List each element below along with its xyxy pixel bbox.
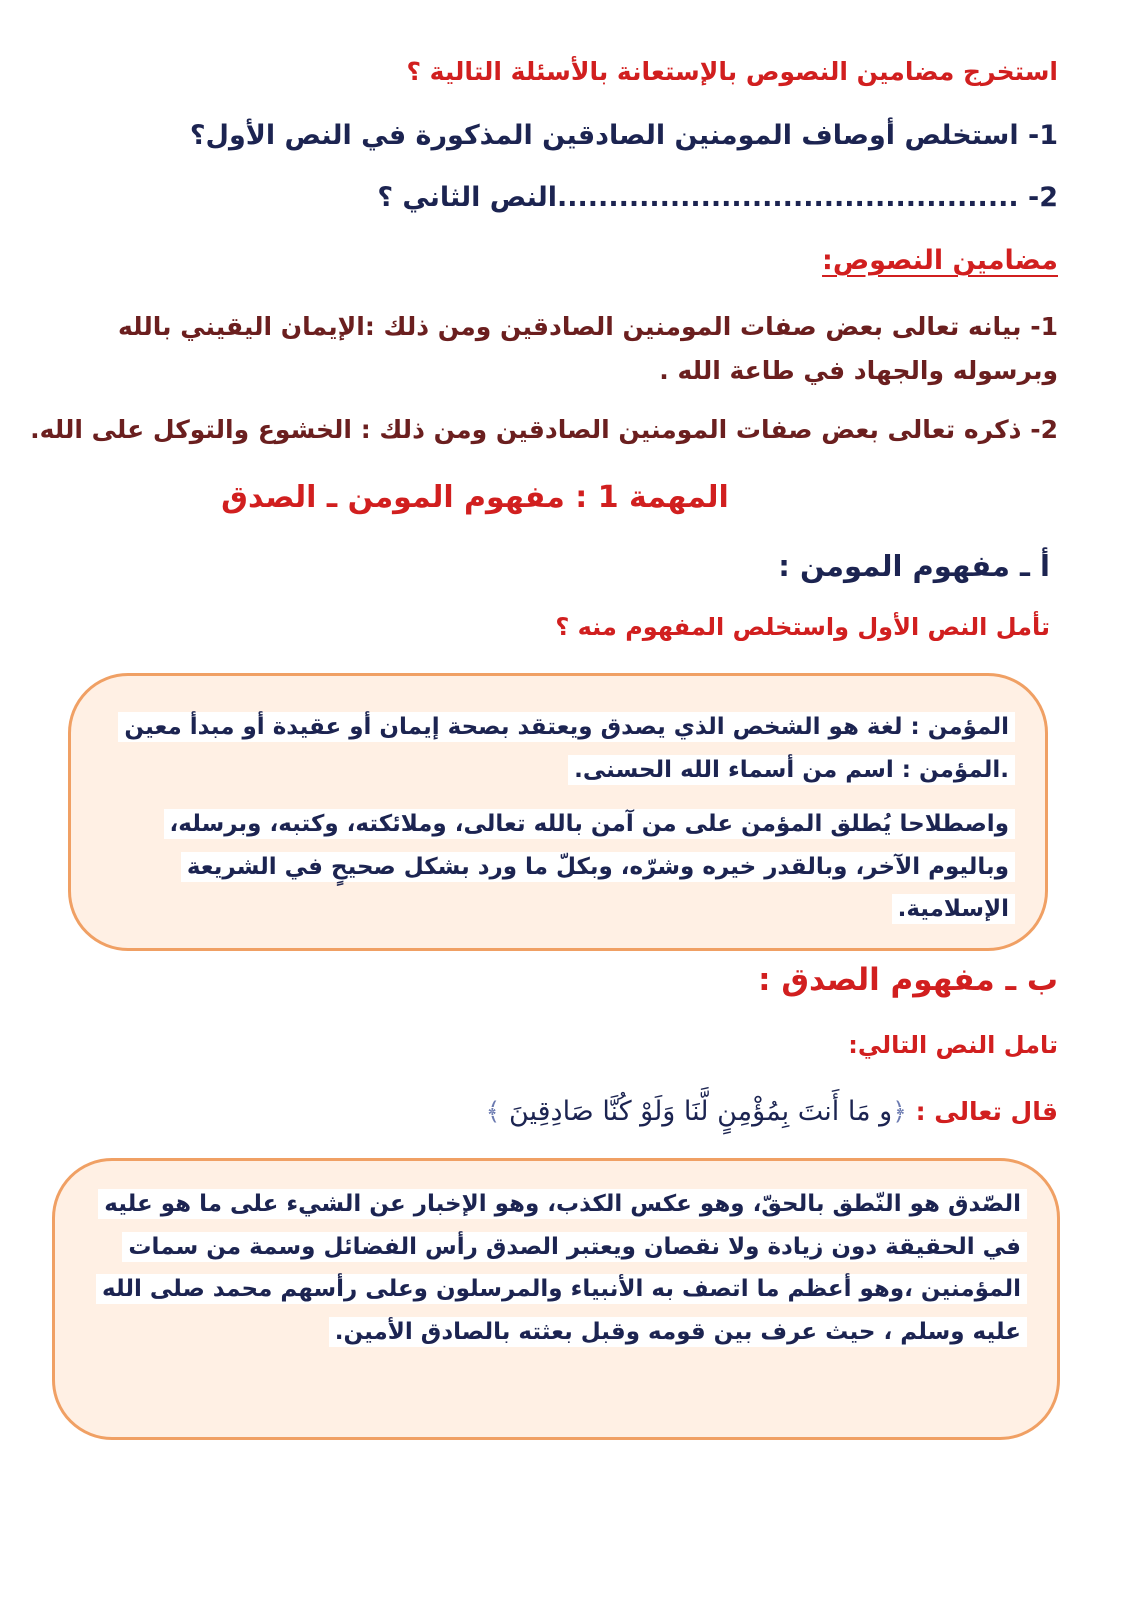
content-item-2: 2- ذكره تعالى بعض صفات المومنين الصادقين ومن ذلك : الخشوع والتوكل على الله. <box>30 415 1058 444</box>
mumin-def-term: واصطلاحا يُطلق المؤمن على من آمن بالله تعالى، وملائكته، وكتبه، وبرسله، وباليوم الآخر، وبالقدر خيره وشرّه، وبكلّ ما ورد بشكل صحيحٍ في الشريعة الإسلامية. <box>101 803 1015 931</box>
question-1: 1- استخلص أوصاف المومنين الصادقين المذكورة في النص الأول؟ <box>189 120 1058 151</box>
content-item-1: 1- بيانه تعالى بعض صفات المومنين الصادقين ومن ذلك :الإيمان اليقيني بالله وبرسوله والجهاد في طاعة الله . <box>118 312 1058 385</box>
section-a-instruction: تأمل النص الأول واستخلص المفهوم منه ؟ <box>555 613 1050 641</box>
sidq-definition-box <box>52 1158 1060 1440</box>
section-b-heading: ب ـ مفهوم الصدق : <box>758 962 1058 998</box>
verse-label: قال تعالى : <box>915 1097 1058 1126</box>
questions-header: استخرج مضامين النصوص بالإستعانة بالأسئلة التالية ؟ <box>406 57 1058 86</box>
sidq-definition: الصّدق هو النّطق بالحقّ، وهو عكس الكذب، وهو الإخبار عن الشيء على ما هو عليه في الحقيقة دون زيادة ولا نقصان ويعتبر الصدق رأس الفضائل وسمة من سمات المؤمنين ،وهو أعظم ما اتصف به الأنبياء والمرسلون وعلى رأسهم محمد صلى الله عليه وسلم ، حيث عرف بين قومه وقبل بعثته بالصادق الأمين. <box>85 1183 1027 1353</box>
verse-text: و مَا أَنتَ بِمُؤْمِنٍ لَّنَا وَلَوْ كُنَّا صَادِقِينَ <box>508 1096 893 1127</box>
contents-heading: مضامين النصوص: <box>822 245 1058 276</box>
quran-verse-line <box>486 1094 1058 1129</box>
mumin-definition-box <box>68 673 1048 951</box>
verse-close-ornament: ﴾ <box>485 1097 501 1126</box>
mumin-def-language: المؤمن : لغة هو الشخص الذي يصدق ويعتقد بصحة إيمان أو عقيدة أو مبدأ معين <box>101 706 1015 749</box>
question-2: 2- .............................................النص الثاني ؟ <box>377 182 1058 213</box>
verse-open-ornament: ﴿ <box>892 1097 907 1126</box>
section-b-instruction: تامل النص التالي: <box>848 1031 1058 1059</box>
section-a-heading: أ ـ مفهوم المومن : <box>778 549 1050 583</box>
mumin-def-divine-name: .المؤمن : اسم من أسماء الله الحسنى. <box>101 749 1015 792</box>
task-title: المهمة 1 : مفهوم المومن ـ الصدق <box>221 480 729 515</box>
